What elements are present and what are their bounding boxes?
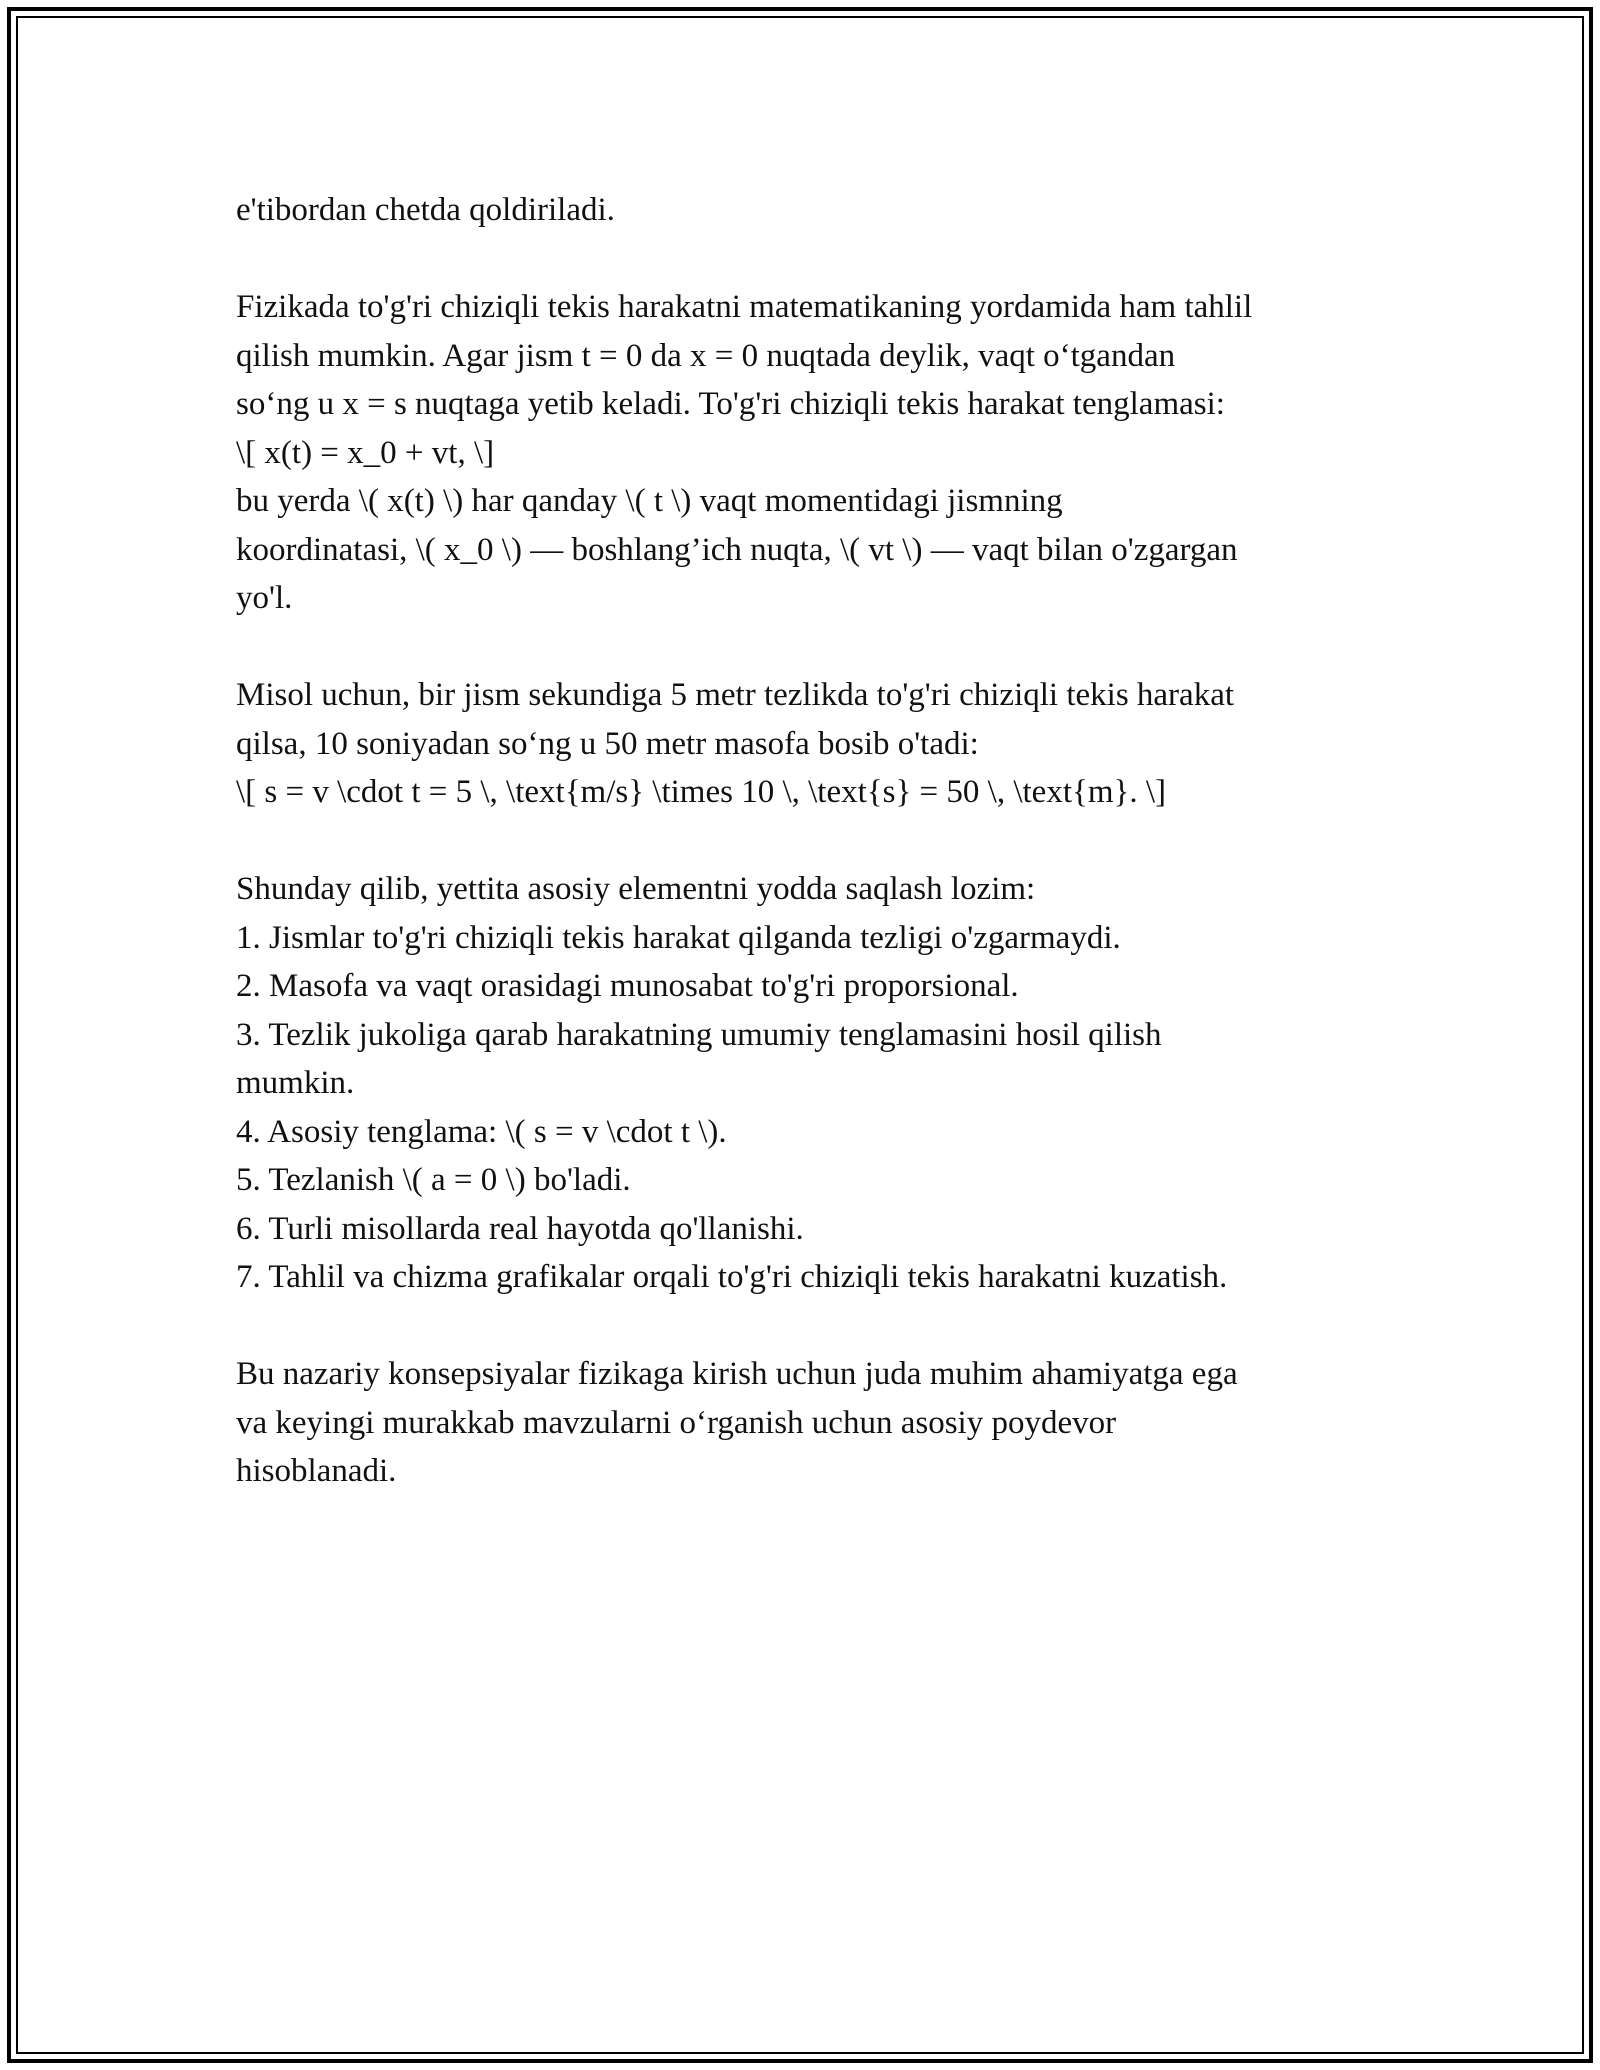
list-intro: Shunday qilib, yettita asosiy elementni yodda saqlash lozim:	[236, 871, 1036, 907]
list-item-text: 2. Masofa va vaqt orasidagi munosabat to'g'ri proporsional.	[236, 968, 1019, 1004]
list-item-text: 7. Tahlil va chizma grafikalar orqali to'g'ri chiziqli tekis harakatni kuzatish.	[236, 1259, 1228, 1295]
list-item-text: 1. Jismlar to'g'ri chiziqli tekis harakat qilganda tezligi o'zgarmaydi.	[236, 919, 1121, 956]
list-item	[236, 1205, 1396, 1254]
paragraph-5	[236, 1350, 1396, 1496]
list-item-text: 4. Asosiy tenglama: \( s = v \cdot t \).	[236, 1113, 727, 1150]
paragraph-3	[236, 671, 1396, 817]
text-line: koordinatasi, \( x_0 \) — boshlang’ich nuqta, \( vt \) — vaqt bilan o'zgargan	[236, 531, 1238, 568]
text-line: Misol uchun, bir jism sekundiga 5 metr tezlikda to'g'ri chiziqli tekis harakat	[236, 677, 1235, 713]
numbered-list	[236, 914, 1396, 1302]
list-item	[236, 1156, 1396, 1205]
list-item-text: 6. Turli misollarda real hayotda qo'llanishi.	[236, 1210, 804, 1247]
list-item	[236, 1253, 1396, 1302]
text-line: hisoblanadi.	[236, 1453, 397, 1489]
list-item-text: 5. Tezlanish \( a = 0 \) bo'ladi.	[236, 1162, 631, 1198]
equation-line: \[ x(t) = x_0 + vt, \]	[236, 434, 495, 471]
text-line: so‘ng u x = s nuqtaga yetib keladi. To'g'ri chiziqli tekis harakat tenglamasi:	[236, 386, 1225, 422]
list-item-text: mumkin.	[236, 1065, 355, 1101]
text-line: qilish mumkin. Agar jism t = 0 da x = 0 nuqtada deylik, vaqt o‘tgandan	[236, 337, 1176, 374]
paragraph-2	[236, 283, 1396, 623]
text-line: bu yerda \( x(t) \) har qanday \( t \) vaqt momentidagi jismning	[236, 483, 1063, 519]
document-body	[236, 186, 1396, 1544]
text-line: yo'l.	[236, 580, 293, 616]
text-line: Fizikada to'g'ri chiziqli tekis harakatni matematikaning yordamida ham tahlil	[236, 289, 1253, 325]
key-elements-list	[236, 865, 1396, 1302]
list-item	[236, 1108, 1396, 1157]
text-line: e'tibordan chetda qoldiriladi.	[236, 192, 615, 228]
paragraph-1	[236, 186, 1396, 235]
text-line: va keyingi murakkab mavzularni o‘rganish uchun asosiy poydevor	[236, 1404, 1117, 1441]
text-line: Bu nazariy konsepsiyalar fizikaga kirish uchun juda muhim ahamiyatga ega	[236, 1356, 1238, 1392]
list-item-text: 3. Tezlik jukoliga qarab harakatning umumiy tenglamasini hosil qilish	[236, 1016, 1162, 1053]
list-item	[236, 1011, 1396, 1108]
text-line: qilsa, 10 soniyadan so‘ng u 50 metr masofa bosib o'tadi:	[236, 725, 979, 762]
list-item	[236, 914, 1396, 963]
equation-line: \[ s = v \cdot t = 5 \, \text{m/s} \times 10 \, \text{s} = 50 \, \text{m}. \]	[236, 774, 1166, 810]
list-item	[236, 962, 1396, 1011]
